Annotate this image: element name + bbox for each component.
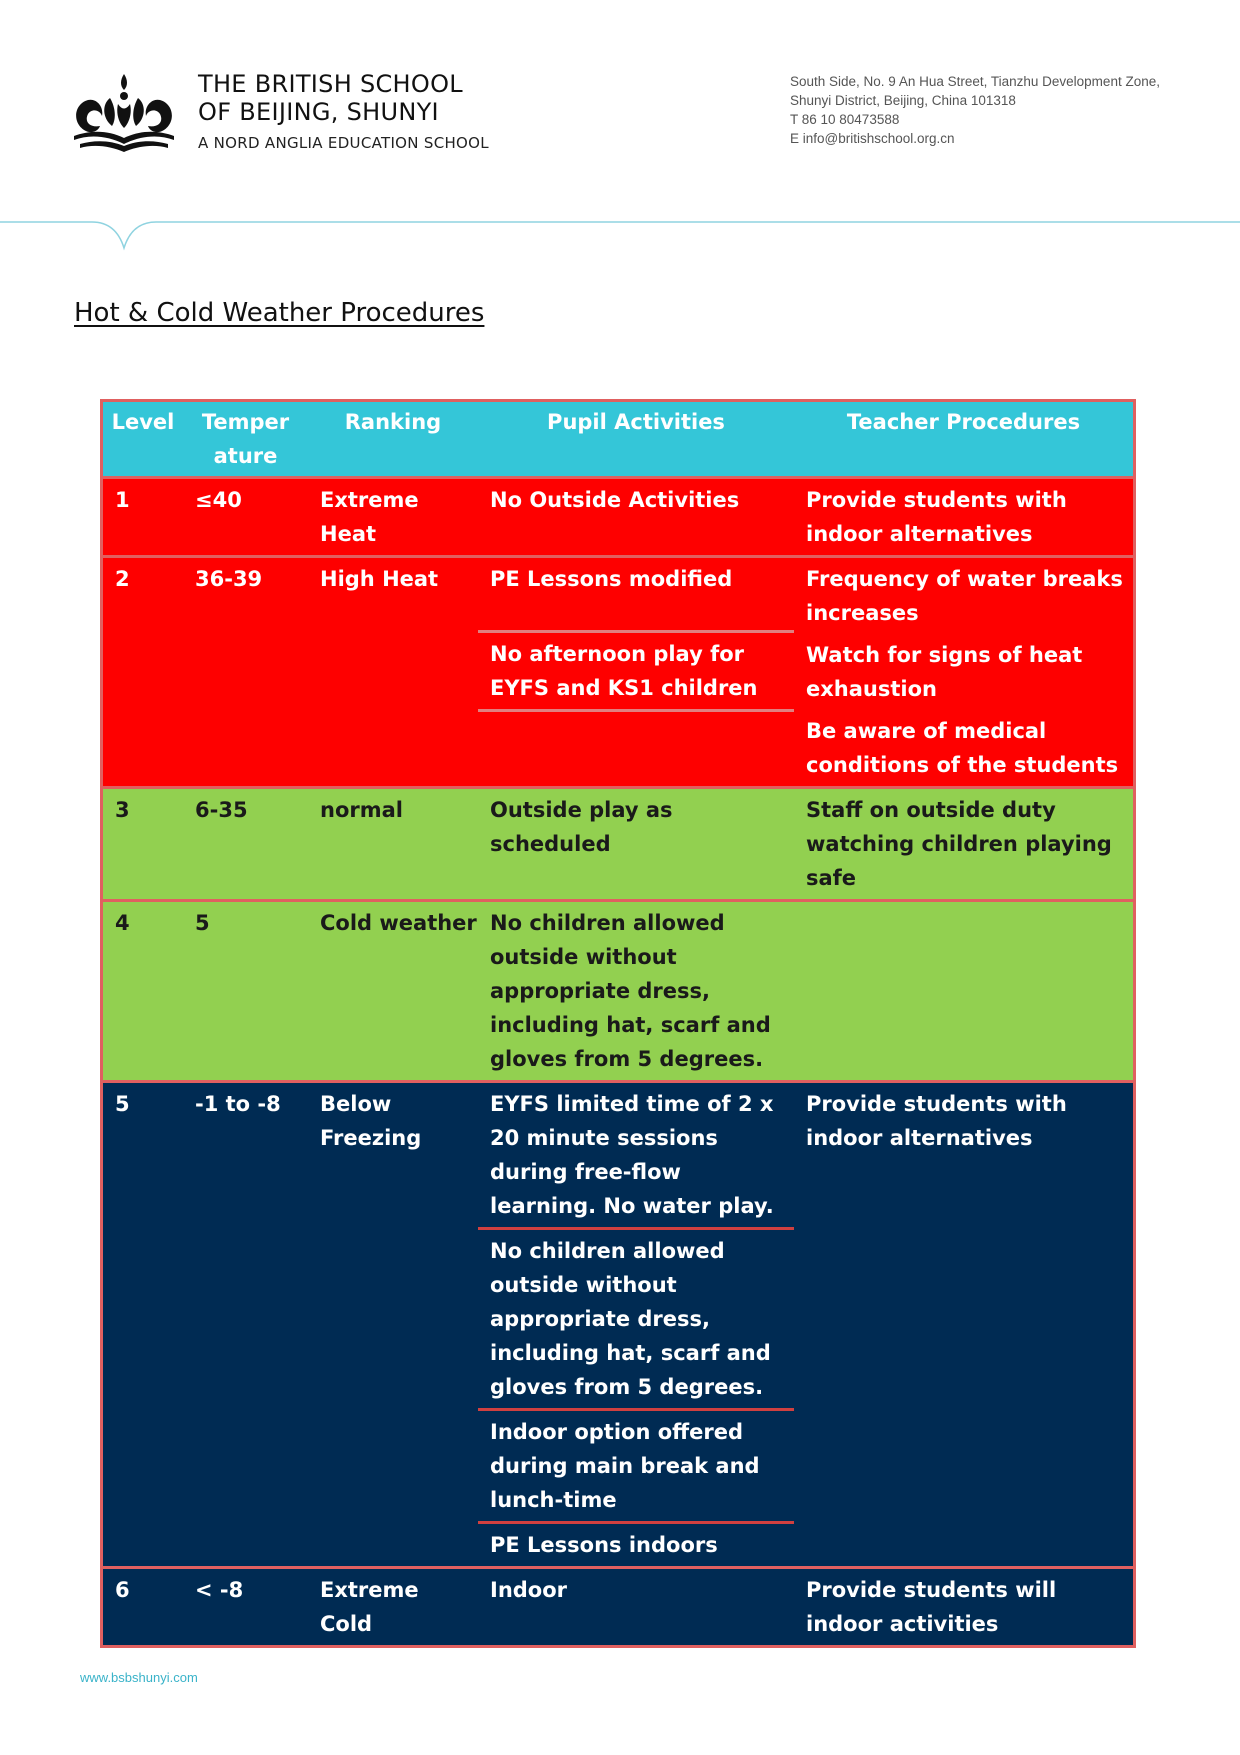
level-cell: 5 [115, 1092, 130, 1116]
header-ranking: Ranking [344, 410, 442, 434]
teacher-procedure: Staff on outside duty watching children playing safe [806, 798, 1112, 890]
teacher-procedures-cell [794, 1569, 1133, 1645]
pupil-activity: Indoor option offered during main break and lunch-time [478, 1408, 794, 1521]
weather-procedures-table [100, 399, 1136, 1648]
teacher-procedure: Provide students will indoor activities [806, 1578, 1057, 1636]
page-title: Hot & Cold Weather Procedures [74, 298, 485, 328]
pupil-activities-cell [478, 902, 794, 1080]
footer-website-link[interactable]: www.bsbshunyi.com [80, 1670, 198, 1685]
temperature-cell: ≤40 [195, 488, 242, 512]
table-row [103, 899, 1133, 1080]
address-line2: Shunyi District, Beijing, China 101318 [790, 93, 1016, 108]
pupil-activities-cell [478, 558, 794, 786]
ranking-cell: Cold weather [320, 911, 477, 935]
pupil-activity: No children allowed outside without appropriate dress, including hat, scarf and gloves from 5 degrees. [478, 1227, 794, 1408]
pupil-activities-cell [478, 1083, 794, 1566]
temperature-cell: -1 to -8 [195, 1092, 281, 1116]
teacher-procedure: Watch for signs of heat exhaustion [806, 643, 1083, 701]
teacher-procedures-cell [794, 1083, 1133, 1566]
temperature-cell: < -8 [195, 1578, 244, 1602]
table-row [103, 786, 1133, 899]
header-pupil-activities: Pupil Activities [547, 410, 725, 434]
teacher-procedure: Provide students with indoor alternatives [806, 1092, 1067, 1150]
temperature-cell: 5 [195, 911, 210, 935]
teacher-procedure: Frequency of water breaks increases [806, 567, 1123, 625]
teacher-procedure: Provide students with indoor alternatives [806, 488, 1067, 546]
pupil-activities-cell [478, 479, 794, 555]
pupil-activities-cell [478, 1569, 794, 1645]
header-divider [0, 218, 1240, 258]
pupil-activity: EYFS limited time of 2 x 20 minute sessions during free-flow learning. No water play. [490, 1092, 774, 1218]
temperature-cell: 36-39 [195, 567, 263, 591]
school-crest-logo [68, 70, 180, 154]
level-cell: 6 [115, 1578, 130, 1602]
ranking-cell: Below Freezing [320, 1092, 422, 1150]
level-cell: 3 [115, 798, 130, 822]
header-teacher-procedures: Teacher Procedures [846, 410, 1081, 434]
table-row [103, 1566, 1133, 1645]
school-name [198, 70, 463, 126]
pupil-activity: PE Lessons indoors [478, 1521, 794, 1566]
school-name-line1: THE BRITISH SCHOOL [198, 70, 463, 98]
level-cell: 1 [115, 488, 130, 512]
address-email: E info@britishschool.org.cn [790, 131, 955, 146]
school-name-line2: OF BEIJING, SHUNYI [198, 98, 439, 126]
ranking-cell: Extreme Heat [320, 488, 419, 546]
teacher-procedure: Be aware of medical conditions of the students [806, 719, 1119, 777]
pupil-activity: No afternoon play for EYFS and KS1 children [478, 630, 794, 712]
pupil-activity: Outside play as scheduled [490, 798, 673, 856]
school-address [790, 72, 1220, 148]
header-level: Level [111, 410, 175, 434]
pupil-activity: No children allowed outside without appropriate dress, including hat, scarf and gloves from 5 degrees. [490, 911, 771, 1071]
pupil-activity: No Outside Activities [490, 488, 740, 512]
table-header-row [103, 402, 1133, 476]
teacher-procedures-cell [794, 789, 1133, 899]
level-cell: 2 [115, 567, 130, 591]
table-row [103, 1080, 1133, 1566]
header-temperature: Temper ature [201, 410, 290, 468]
teacher-procedures-cell [794, 558, 1133, 786]
address-line1: South Side, No. 9 An Hua Street, Tianzhu Development Zone, [790, 74, 1160, 89]
pupil-activity: Indoor [490, 1578, 568, 1602]
pupil-activity: PE Lessons modified [490, 567, 733, 591]
temperature-cell: 6-35 [195, 798, 248, 822]
pupil-activities-cell [478, 789, 794, 899]
teacher-procedures-cell [794, 902, 1133, 1080]
teacher-procedures-cell [794, 479, 1133, 555]
level-cell: 4 [115, 911, 130, 935]
school-subtitle: A NORD ANGLIA EDUCATION SCHOOL [198, 134, 489, 152]
address-phone: T 86 10 80473588 [790, 112, 900, 127]
ranking-cell: High Heat [320, 567, 439, 591]
ranking-cell: Extreme Cold [320, 1578, 419, 1636]
table-row [103, 476, 1133, 555]
table-row [103, 555, 1133, 786]
ranking-cell: normal [320, 798, 403, 822]
